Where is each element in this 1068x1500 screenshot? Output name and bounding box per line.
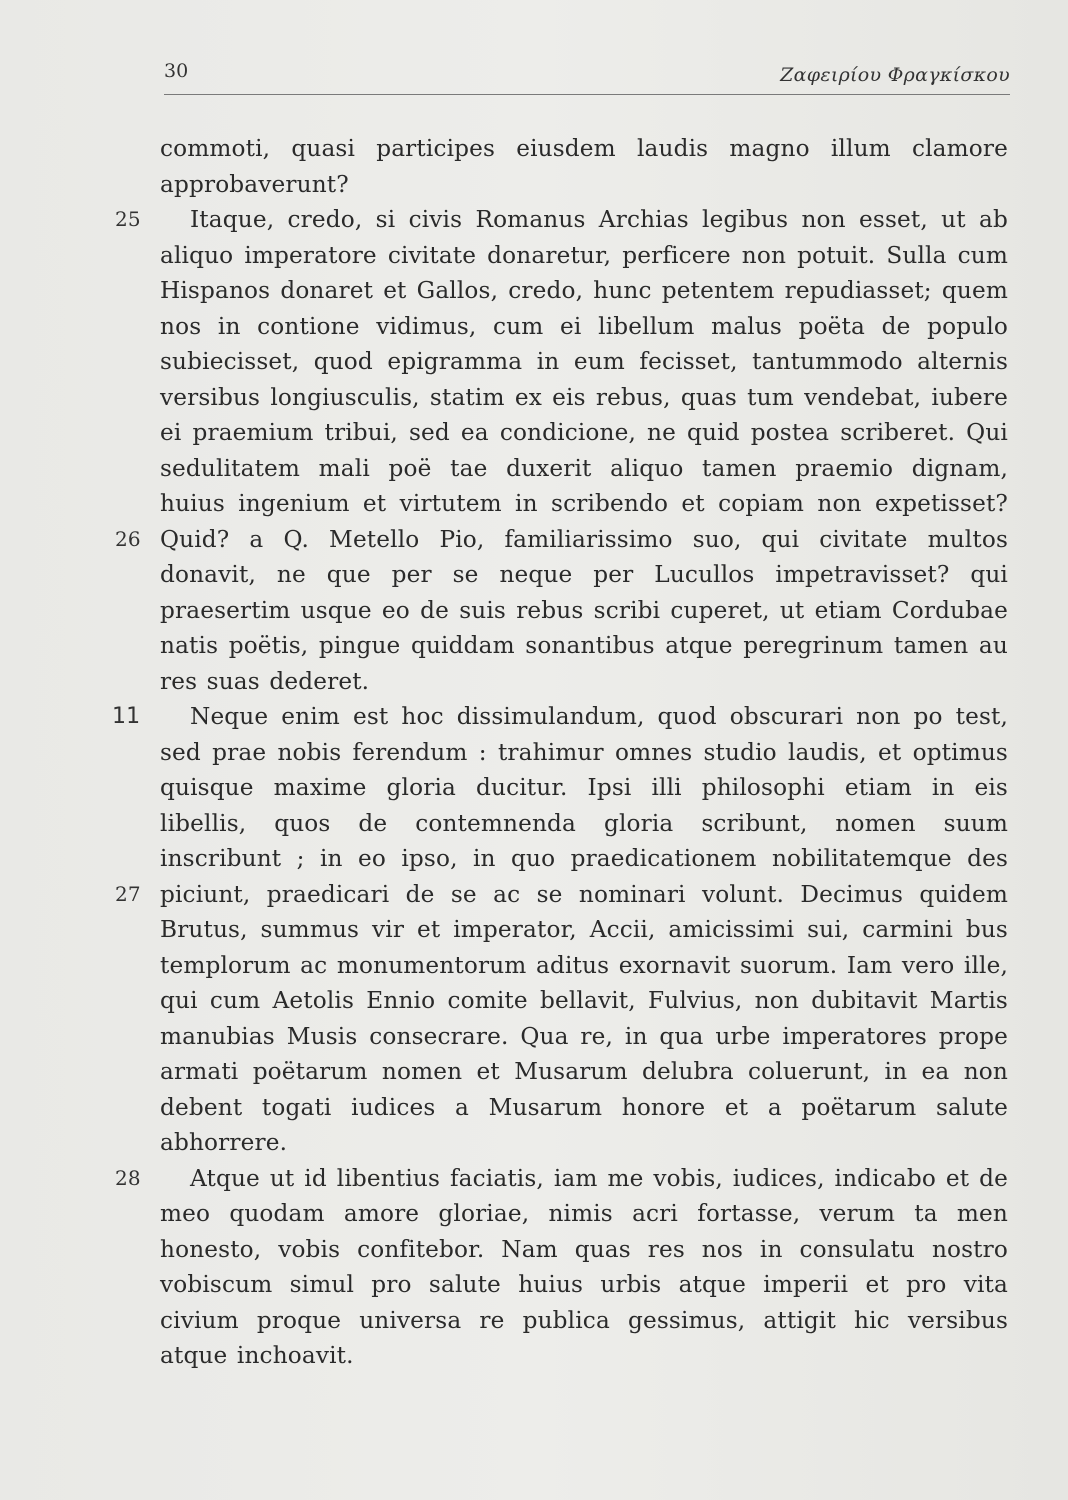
text-line: eis rebus, quas tum vendebat, iubere ei praemium tribui, sed ea bbox=[160, 383, 1008, 446]
text-line: inscribunt ; in eo ipso, in quo praedicationem nobilitatemque des bbox=[160, 845, 1008, 872]
text-line: repudiasset; quem nos in contione vidimus, cum ei libellum bbox=[160, 277, 1008, 340]
text-line: Neque enim est hoc dissimulandum, quod obscurari non po bbox=[190, 703, 943, 730]
text-line: vero ille, qui cum Aetolis Ennio comite bellavit, Fulvius, non bbox=[160, 951, 1008, 1014]
text-line: approbaverunt? bbox=[160, 170, 349, 198]
page-number: 30 bbox=[164, 60, 189, 82]
running-head: Ζαφειρίου Φραγκίσκου bbox=[780, 64, 1010, 86]
text-line: men honesto, vobis confitebor. Nam quas res nos in consulatu bbox=[160, 1200, 1008, 1263]
text-line: test, sed prae nobis ferendum : trahimur omnes studio laudis, et bbox=[160, 703, 1008, 766]
text-line: ab aliquo imperatore civitate donaretur, perficere non potuit. bbox=[160, 206, 1008, 269]
text-line: Brutus, summus vir et imperator, Accii, amicissimi sui, carmini bbox=[160, 916, 953, 943]
text-line: imperatores prope armati poëtarum nomen et Musarum delubra bbox=[160, 1022, 1008, 1085]
text-line: nostro vobiscum simul pro salute huius urbis atque imperii et bbox=[160, 1235, 1008, 1298]
text-line: que per se neque per Lucullos impetravisset? qui praesertim bbox=[160, 561, 1008, 624]
text-line: commoti, quasi participes eiusdem laudis magno illum clamore bbox=[160, 135, 1008, 162]
text-line: dubitavit Martis manubias Musis consecrare. Qua re, in qua urbe bbox=[160, 987, 1008, 1050]
section-marker-25: 25 bbox=[115, 207, 141, 231]
text-line: malus poëta de populo subiecisset, quod epigramma in eum bbox=[160, 312, 1008, 375]
paragraph-3 bbox=[112, 699, 1008, 1161]
text-line: poëtis, pingue quiddam sonantibus atque peregrinum tamen au bbox=[228, 632, 1008, 659]
section-marker-26: 26 bbox=[115, 526, 141, 551]
paragraph-4 bbox=[115, 1161, 1009, 1374]
section-marker-28: 28 bbox=[115, 1165, 141, 1190]
text-line: pro vita civium proque universa re publica gessimus, attigit hic bbox=[160, 1271, 1008, 1334]
text-line: tae duxerit aliquo tamen praemio dignam, huius ingenium et bbox=[160, 454, 1008, 517]
text-line: a poëtarum salute abhorrere. bbox=[160, 1093, 1008, 1156]
text-line: versibus atque inchoavit. bbox=[160, 1306, 1008, 1369]
text-line: Sulla cum Hispanos donaret et Gallos, credo, hunc petentem bbox=[160, 241, 1008, 304]
text-line: virtutem in scribendo et copiam non expetisset? Quid? a Q. bbox=[160, 490, 1008, 553]
text-line: coluerunt, in ea non debent togati iudices a Musarum honore et bbox=[160, 1058, 1008, 1121]
text-line: fecisset, tantummodo alternis versibus longiusculis, statim ex bbox=[160, 348, 1008, 411]
text-line: res suas dederet. bbox=[160, 667, 370, 695]
page-header bbox=[164, 58, 1010, 95]
text-line: condicione, ne quid postea scriberet. Qui sedulitatem mali poë bbox=[160, 419, 1008, 482]
body-text bbox=[112, 131, 1009, 1374]
text-line: piciunt, praedicari de se ac se nominari volunt. Decimus quidem bbox=[160, 880, 1008, 908]
text-line: Metello Pio, familiarissimo suo, qui civitate multos donavit, ne bbox=[160, 525, 1008, 588]
paragraph-1 bbox=[160, 131, 1008, 202]
section-marker-27: 27 bbox=[115, 881, 141, 906]
paragraph-2 bbox=[115, 202, 1008, 699]
chapter-marker-11: 11 bbox=[112, 704, 141, 729]
text-line: et de meo quodam amore gloriae, nimis acri fortasse, verum ta bbox=[160, 1164, 1009, 1227]
text-line: bus templorum ac monumentorum aditus exornavit suorum. Iam bbox=[160, 916, 1008, 979]
text-line: in eis libellis, quos de contemnenda gloria scribunt, nomen suum bbox=[160, 774, 1008, 837]
text-line: Itaque, credo, si civis Romanus Archias legibus non esset, ut bbox=[190, 206, 980, 233]
text-line: optimus quisque maxime gloria ducitur. Ipsi illi philosophi etiam bbox=[160, 738, 1008, 801]
text-line: usque eo de suis rebus scribi cuperet, ut etiam Cordubae natis bbox=[160, 596, 1008, 659]
text-line: Atque ut id libentius faciatis, iam me vobis, iudices, indicabo bbox=[190, 1164, 946, 1192]
